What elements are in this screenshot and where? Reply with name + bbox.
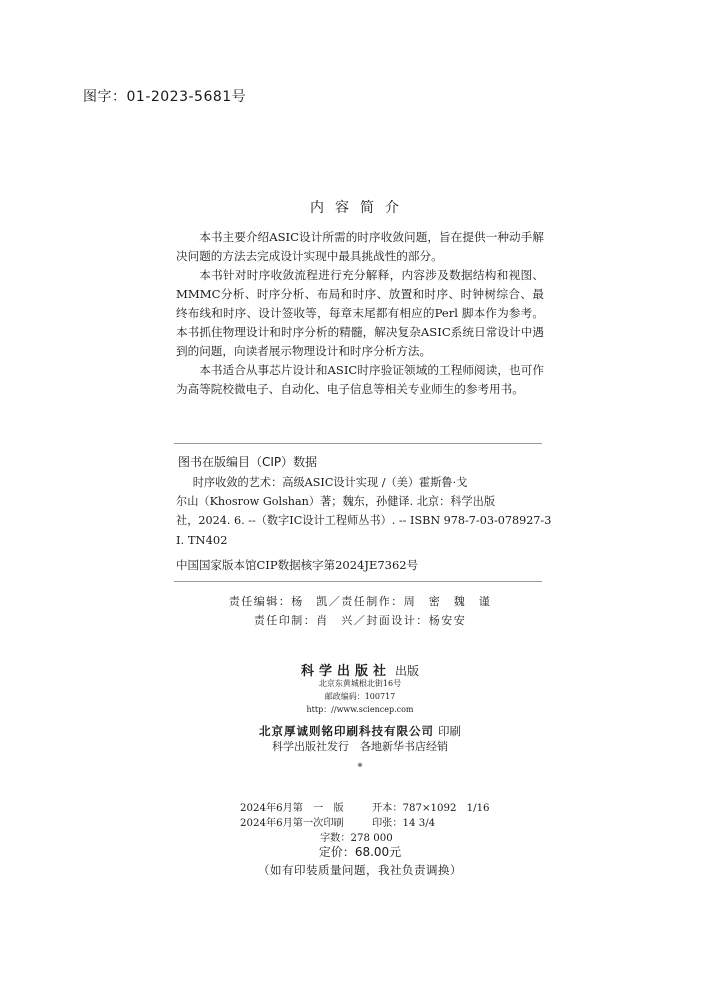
cip-heading: 图书在版编目（CIP）数据 [178, 455, 318, 469]
publisher-address: 北京东黄城根北街16号 [318, 679, 402, 688]
printing-info: 2024年6月第一次印刷 [240, 818, 344, 829]
sheets-info: 印张：14 3/4 [372, 818, 436, 829]
cip-top-rule [174, 443, 542, 444]
publisher-website: http：//www.sciencep.com [306, 705, 414, 714]
summary-paragraph: 本书主要介绍ASIC设计所需的时序收敛问题，旨在提供一种动手解决问题的方法去完成设计实现中最具挑战性的部分。 [176, 230, 544, 263]
cip-record-line: 尔山（Khosrow Golshan）著；魏东，孙健译. 北京：科学出版 [176, 495, 496, 508]
summary-title: 内容简介 [310, 200, 410, 216]
registration-number: 图字：01-2023-5681号 [83, 89, 247, 105]
editor-credits: 责任编辑：杨 凯／责任制作：周 密 魏 谨 [228, 595, 492, 608]
price: 定价：68.00元 [318, 845, 402, 859]
publisher-role: 出版 [395, 664, 420, 678]
cip-classification: Ⅰ. TN402 [176, 533, 228, 547]
summary-paragraph: 本书适合从事芯片设计和ASIC时序验证领域的工程师阅读，也可作为高等院校微电子、自动化、电子信息等相关专业师生的参考用书。 [176, 363, 544, 396]
cip-check-number: 中国国家版本馆CIP数据核字第2024JE7362号 [176, 558, 419, 572]
format-info: 开本：787×1092 1/16 [372, 803, 490, 814]
word-count: 字数：278 000 [320, 833, 393, 844]
cip-record [176, 473, 552, 530]
edition-info: 2024年6月第 一 版 [240, 803, 344, 814]
production-credits: 责任印制：肖 兴／封面设计：杨安安 [253, 614, 467, 627]
separator-star: * [357, 762, 363, 773]
summary-body [176, 228, 544, 399]
quality-note: （如有印装质量问题，我社负责调换） [258, 863, 462, 877]
cip-record-line: 社，2024. 6. --（数字IC设计工程师丛书）. -- ISBN 978-7-03-078927-3 [176, 514, 552, 527]
printer-name: 北京厚诚则铭印刷科技有限公司 [259, 724, 434, 738]
publisher-postcode: 邮政编码：100717 [324, 692, 396, 701]
publisher-name: 科学出版社 [300, 664, 391, 679]
cip-bottom-rule [174, 581, 542, 582]
summary-paragraph: 本书针对时序收敛流程进行充分解释，内容涉及数据结构和视图、MMMC分析、时序分析、布局和时序、放置和时序、时钟树综合、最终布线和时序、设计签收等，每章末尾都有相应的Perl 脚本作为参考。本书抓住物理设计和时序分析的精髓，解决复杂ASIC系统日常设计中遇到的问题，向读者展示物理设计和时序分析方法。 [176, 268, 544, 358]
printer-role: 印刷 [438, 724, 461, 738]
printer-line [0, 720, 720, 739]
distribution-line: 科学出版社发行 各地新华书店经销 [272, 740, 448, 753]
cip-record-line: 时序收敛的艺术：高级ASIC设计实现 /（美）霍斯鲁·戈 [192, 476, 468, 489]
publisher-line [0, 660, 720, 679]
